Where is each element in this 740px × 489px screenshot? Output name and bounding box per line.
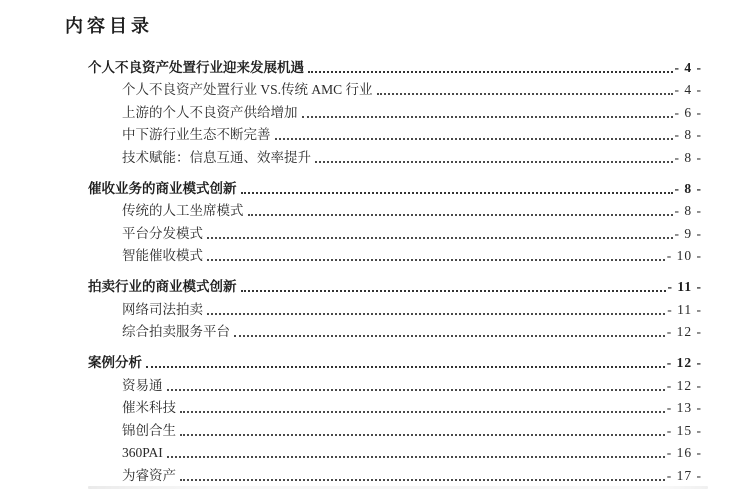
toc-entry-label: 个人不良资产处置行业 VS.传统 AMC 行业 bbox=[122, 82, 373, 97]
dotted-leader bbox=[180, 479, 665, 481]
dotted-leader bbox=[207, 313, 665, 315]
toc-entry-label: 催米科技 bbox=[122, 400, 176, 415]
dotted-leader bbox=[275, 138, 673, 140]
toc-entry-label: 催收业务的商业模式创新 bbox=[88, 180, 237, 196]
toc-entry-label: 综合拍卖服务平台 bbox=[122, 324, 230, 339]
toc-entry-label: 网络司法拍卖 bbox=[122, 301, 203, 317]
toc-section bbox=[65, 274, 702, 342]
toc-sub-entry[interactable] bbox=[65, 198, 702, 221]
toc-entry-label: 个人不良资产处置行业迎来发展机遇 bbox=[88, 59, 304, 75]
dotted-leader bbox=[234, 335, 665, 337]
toc-page-number: - 8 - bbox=[674, 180, 702, 196]
toc-entry-label: 拍卖行业的商业模式创新 bbox=[88, 279, 237, 294]
toc-page-number: - 4 - bbox=[674, 82, 702, 97]
toc-entry-label: 360PAI bbox=[122, 445, 163, 460]
dotted-leader bbox=[167, 456, 665, 458]
toc-sub-entry[interactable] bbox=[65, 440, 702, 463]
toc-page-number: - 8 - bbox=[674, 127, 702, 142]
toc-section bbox=[65, 175, 702, 265]
page-title: 内容目录 bbox=[65, 16, 153, 36]
dotted-leader bbox=[241, 290, 666, 292]
toc-page-number: - 12 - bbox=[666, 377, 702, 393]
toc-entry-label: 锦创合生 bbox=[122, 422, 176, 438]
toc-section-heading[interactable] bbox=[65, 54, 702, 77]
toc-sub-entry[interactable] bbox=[65, 122, 702, 145]
toc-sub-entry[interactable] bbox=[65, 144, 702, 167]
toc-entry-label: 为睿资产 bbox=[122, 467, 176, 483]
dotted-leader bbox=[180, 434, 665, 436]
toc-page-number: - 10 - bbox=[666, 248, 702, 263]
toc-sub-entry[interactable] bbox=[65, 372, 702, 395]
toc-entry-label: 中下游行业生态不断完善 bbox=[122, 127, 271, 142]
dotted-leader bbox=[302, 116, 673, 118]
toc-page-number: - 8 - bbox=[674, 203, 702, 218]
toc-page-number: - 17 - bbox=[666, 467, 702, 483]
toc-entry-label: 案例分析 bbox=[88, 355, 142, 370]
dotted-leader bbox=[207, 237, 673, 239]
toc-entry-label: 智能催收模式 bbox=[122, 248, 203, 263]
toc-page-number: - 12 - bbox=[666, 355, 702, 370]
toc-page-number: - 11 - bbox=[667, 279, 702, 294]
toc-page-number: - 13 - bbox=[666, 400, 702, 415]
toc-page-number: - 9 - bbox=[674, 225, 702, 241]
dotted-leader bbox=[308, 71, 673, 73]
toc-page-number: - 4 - bbox=[674, 59, 702, 75]
toc-sub-entry[interactable] bbox=[65, 319, 702, 342]
toc-page-number: - 16 - bbox=[666, 445, 702, 460]
dotted-leader bbox=[146, 366, 665, 368]
toc-entry-label: 传统的人工坐席模式 bbox=[122, 203, 244, 218]
toc-sub-entry[interactable] bbox=[65, 417, 702, 440]
toc-section-heading[interactable] bbox=[65, 175, 702, 198]
toc-sub-entry[interactable] bbox=[65, 77, 702, 100]
dotted-leader bbox=[248, 214, 673, 216]
toc-section bbox=[65, 350, 702, 485]
toc-sub-entry[interactable] bbox=[65, 243, 702, 266]
toc-page-number: - 8 - bbox=[674, 149, 702, 165]
dotted-leader bbox=[377, 93, 673, 95]
toc-sub-entry[interactable] bbox=[65, 395, 702, 418]
toc-entry-label: 上游的个人不良资产供给增加 bbox=[122, 104, 298, 120]
toc-section-heading[interactable] bbox=[65, 350, 702, 373]
toc-sub-entry[interactable] bbox=[65, 99, 702, 122]
dotted-leader bbox=[180, 411, 665, 413]
dotted-leader bbox=[207, 259, 665, 261]
toc-page-number: - 12 - bbox=[666, 324, 702, 339]
dotted-leader bbox=[241, 192, 673, 194]
toc-entry-label: 平台分发模式 bbox=[122, 225, 203, 241]
dotted-leader bbox=[167, 389, 665, 391]
toc-page-number: - 11 - bbox=[667, 301, 702, 317]
toc-page-number: - 15 - bbox=[666, 422, 702, 438]
table-of-contents bbox=[65, 54, 702, 485]
toc-sub-entry[interactable] bbox=[65, 220, 702, 243]
toc-sub-entry[interactable] bbox=[65, 296, 702, 319]
toc-section-heading[interactable] bbox=[65, 274, 702, 297]
toc-entry-label: 技术赋能：信息互通、效率提升 bbox=[122, 149, 311, 165]
toc-page-number: - 6 - bbox=[674, 104, 702, 120]
dotted-leader bbox=[315, 161, 673, 163]
toc-section bbox=[65, 54, 702, 167]
toc-page bbox=[65, 14, 702, 485]
toc-entry-label: 资易通 bbox=[122, 377, 163, 393]
toc-sub-entry[interactable] bbox=[65, 462, 702, 485]
